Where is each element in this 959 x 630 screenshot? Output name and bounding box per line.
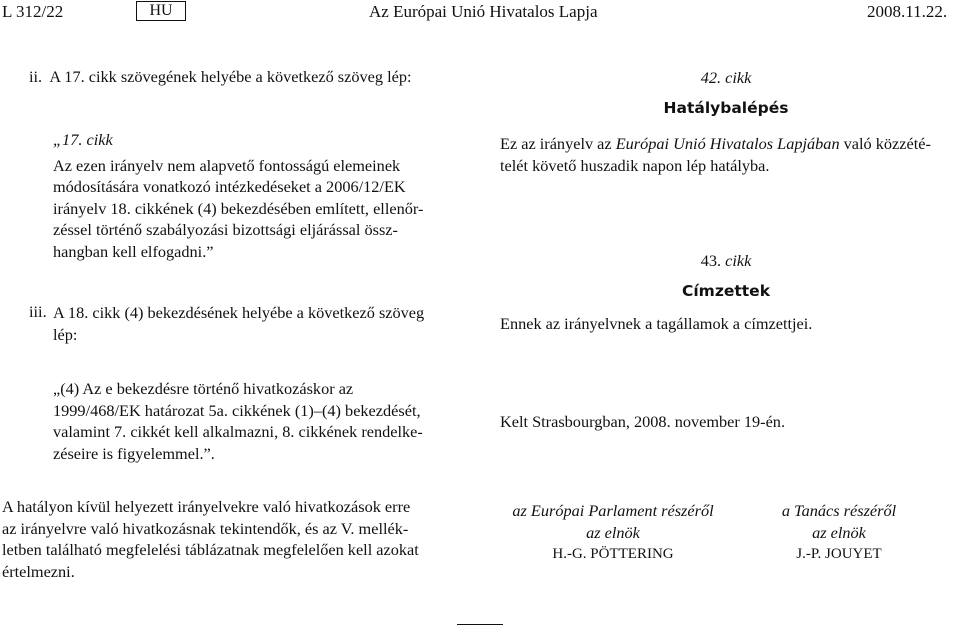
journal-reference: Európai Unió Hivatalos Lapjában (615, 134, 840, 153)
quote-line: „(4) Az e bekezdésre történő hivatkozáskor az (53, 379, 354, 398)
final-line: értelmezni. (2, 561, 75, 581)
article-17-line: hangban kell elfogadni.” (53, 241, 214, 261)
article-17-line: módosítására vonatkozó intézkedéseket a 2006/12/EK (53, 177, 406, 196)
item-ii-text: A 17. cikk szövegének helyébe a következő szöveg lép: (49, 67, 412, 86)
article-42-text-end: való közzété- (839, 134, 931, 153)
article-43-number-italic: cikk (725, 251, 752, 270)
item-iii-line: lép: (53, 324, 78, 344)
item-iii (53, 302, 459, 345)
signature-body: az Európai Parlament részéről (512, 501, 714, 520)
final-paragraph (2, 496, 459, 582)
journal-title: Az Európai Unió Hivatalos Lapja (369, 2, 598, 21)
signature-name: H.-G. PÖTTERING (552, 546, 674, 562)
signature-role: az elnök (812, 522, 866, 542)
article-42-number: 42. cikk (700, 68, 752, 87)
done-at: Kelt Strasbourgban, 2008. november 19-én. (500, 412, 786, 431)
article-43-title: Címzettek (681, 282, 770, 300)
article-42-title: Hatálybalépés (663, 99, 789, 117)
item-ii-number: ii. (29, 67, 43, 86)
signature-body: a Tanács részéről (781, 501, 897, 520)
quote-line: zéseire is figyelemmel.”. (53, 443, 215, 463)
signature-council (726, 500, 952, 566)
quote-line: 1999/468/EK határozat 5a. cikkének (1)–(4) bekezdését, (53, 400, 421, 420)
page-reference: L 312/22 (2, 2, 64, 21)
final-line: az irányelvre való hivatkozásnak tekintendők, és az V. mellék- (2, 518, 409, 538)
article-17-line: Az ezen irányelv nem alapvető fontosságú elemeinek (53, 155, 401, 175)
article-42-text-start: Ez az irányelv az (500, 134, 616, 153)
item-iii-number: iii. (29, 302, 47, 321)
item-iii-line: A 18. cikk (4) bekezdésének helyébe a következő szöveg (53, 303, 425, 322)
quote-line: valamint 7. cikkét kell alkalmazni, 8. cikkének rendelke- (53, 422, 423, 441)
article-43-text: Ennek az irányelvnek a tagállamok a címzettjei. (500, 314, 813, 333)
article-17-line: zéssel történő szabályozási bizottsági eljárással össz- (53, 220, 398, 239)
article-42-text (500, 133, 952, 176)
signature-parliament (500, 500, 726, 566)
final-line: A hatályon kívül helyezett irányelvekre való hivatkozások erre (2, 497, 411, 516)
publication-date: 2008.11.22. (867, 2, 948, 21)
footer-rule (457, 624, 503, 625)
language-badge: HU (136, 1, 186, 21)
signature-role: az elnök (586, 522, 640, 542)
article-17-line: irányelv 18. cikkének (4) bekezdésében említett, ellenőr- (53, 198, 424, 218)
signature-name: J.-P. JOUYET (796, 546, 882, 562)
article-17-block (53, 129, 459, 262)
final-line: letben található megfelelési táblázatnak megfelelően kell azokat (2, 540, 419, 559)
paragraph-4-quote (53, 378, 459, 464)
article-43-number (500, 250, 952, 272)
article-43-number-plain: 43. (700, 251, 726, 270)
left-column (29, 66, 459, 88)
article-42-line-2: telét követő huszadik napon lép hatályba. (500, 155, 770, 175)
item-ii (29, 66, 459, 88)
article-17-heading: „17. cikk (53, 130, 113, 149)
